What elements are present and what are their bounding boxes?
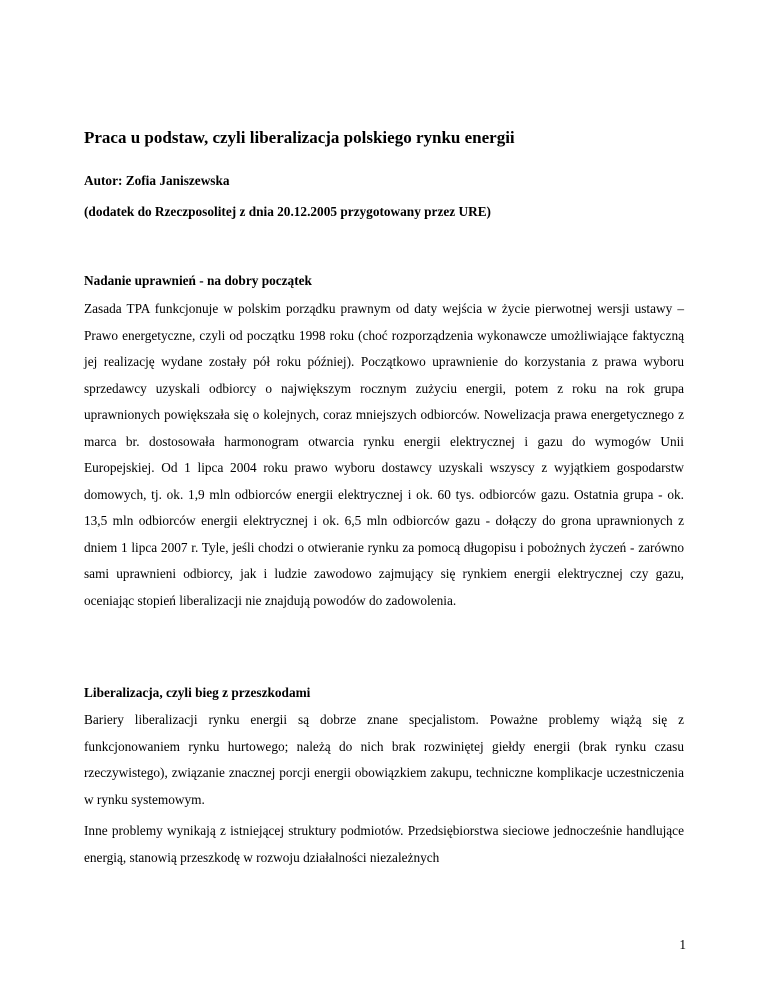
section-heading-2: Liberalizacja, czyli bieg z przeszkodami <box>84 685 311 700</box>
section-heading-1: Nadanie uprawnień - na dobry początek <box>84 273 312 288</box>
section-1-paragraph-1: Zasada TPA funkcjonuje w polskim porządku prawnym od daty wejścia w życie pierwotnej wersji ustawy – Prawo energetyczne, czyli od początku 1998 roku (choć rozporządzenia wykonawcze umożliwiające faktyczną jej realizację wydane zostały pół roku później). Początkowo uprawnienie do korzystania z prawa wyboru sprzedawcy uzyskali odbiorcy o największym rocznym zużyciu energii, potem z roku na rok grupa uprawnionych powiększała się o kolejnych, coraz mniejszych odbiorców. Nowelizacja prawa energetycznego z marca br. dostosowała harmonogram otwarcia rynku energii elektrycznej i gazu do wymogów Unii Europejskiej. Od 1 lipca 2004 roku prawo wyboru dostawcy uzyskali wszyscy z wyjątkiem gospodarstw domowych, tj. ok. 1,9 mln odbiorców energii elektrycznej i ok. 60 tys. odbiorców gazu. Ostatnia grupa - ok. 13,5 mln odbiorców energii elektrycznej i ok. 6,5 mln odbiorców gazu - dołączy do grona uprawnionych z dniem 1 lipca 2007 r. Tyle, jeśli chodzi o otwieranie rynku za pomocą długopisu i pobożnych życzeń - zarówno sami uprawnieni odbiorcy, jak i ludzie zawodowo zajmujący się rynkiem energii elektrycznej czy gazu, oceniając stopień liberalizacji nie znajdują powodów do zadowolenia. <box>84 301 684 608</box>
author-line: Autor: Zofia Janiszewska <box>84 173 230 188</box>
publication-note: (dodatek do Rzeczposolitej z dnia 20.12.2005 przygotowany przez URE) <box>84 204 491 219</box>
document-title: Praca u podstaw, czyli liberalizacja polskiego rynku energii <box>84 128 515 147</box>
section-2-paragraph-2: Inne problemy wynikają z istniejącej struktury podmiotów. Przedsiębiorstwa sieciowe jednocześnie handlujące energią, stanowią przeszkodę w rozwoju działalności niezależnych <box>84 823 684 865</box>
section-2-paragraph-1: Bariery liberalizacji rynku energii są dobrze znane specjalistom. Poważne problemy wiążą się z funkcjonowaniem rynku hurtowego; należą do nich brak rozwiniętej giełdy energii (brak rynku czasu rzeczywistego), związanie znacznej porcji energii obowiązkiem zakupu, techniczne komplikacje uczestniczenia w rynku systemowym. <box>84 712 684 807</box>
page-number: 1 <box>679 937 686 952</box>
